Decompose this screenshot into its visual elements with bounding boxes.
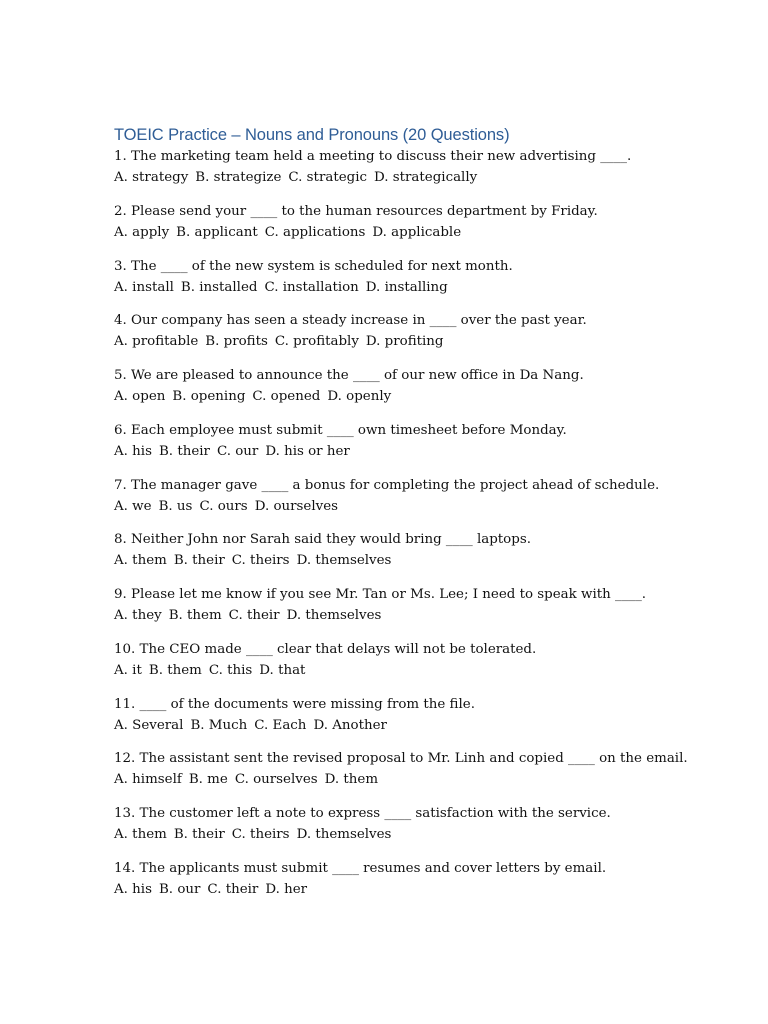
answer-option: A. himself [114,772,182,788]
answer-options [114,222,734,243]
document-title: TOEIC Practice – Nouns and Pronouns (20 Questions) [114,126,510,144]
answer-option: D. openly [327,389,392,404]
answer-options [114,769,734,790]
answer-options [114,605,734,626]
question-spacer [114,681,734,694]
answer-option: D. themselves [296,553,392,569]
question-stem: 3. The ____ of the new system is scheduled for next month. [114,258,513,274]
question-spacer [114,571,734,584]
answer-option: C. strategic [288,170,367,185]
question-item [114,858,734,900]
answer-options [114,824,734,845]
answer-option: C. opened [252,389,321,404]
answer-options [114,386,734,407]
question-spacer [114,188,734,201]
question-spacer [114,462,734,475]
question-item [114,584,734,626]
answer-option: B. Much [190,717,248,733]
answer-option: C. ours [199,498,248,514]
answer-option: A. strategy [114,170,189,185]
question-stem: 8. Neither John nor Sarah said they would bring ____ laptops. [114,532,531,548]
answer-option: D. profiting [365,334,444,350]
answer-option: B. profits [205,334,268,350]
question-spacer [114,845,734,858]
question-stem: 13. The customer left a note to express ____ satisfaction with the service. [114,806,611,821]
question-list [114,146,734,900]
answer-option: D. that [259,662,306,678]
question-item [114,803,734,845]
question-spacer [114,736,734,749]
question-item [114,146,734,188]
answer-options [114,167,734,188]
document-body [114,124,734,900]
answer-option: A. his [114,881,152,897]
answer-option: A. open [114,389,166,404]
question-stem: 2. Please send your ____ to the human resources department by Friday. [114,203,598,219]
answer-option: C. ourselves [234,772,318,788]
question-spacer [114,298,734,311]
answer-option: C. their [207,881,259,897]
answer-option: D. strategically [374,170,478,185]
answer-option: D. ourselves [254,498,338,514]
answer-option: C. profitably [274,334,359,350]
answer-option: D. Another [313,717,387,733]
answer-option: A. his [114,443,152,459]
answer-options [114,715,734,736]
answer-option: D. themselves [286,608,382,623]
answer-option: A. profitable [114,334,199,350]
question-item [114,475,734,517]
answer-option: D. installing [365,279,448,295]
answer-option: D. applicable [372,224,462,240]
answer-option: D. his or her [265,443,350,459]
answer-option: B. applicant [176,224,258,240]
answer-option: B. installed [180,279,258,295]
question-stem: 14. The applicants must submit ____ resumes and cover letters by email. [114,860,607,876]
answer-option: B. opening [172,389,246,404]
question-spacer [114,790,734,803]
question-stem: 7. The manager gave ____ a bonus for completing the project ahead of schedule. [114,477,660,493]
answer-options [114,879,734,900]
question-spacer [114,517,734,530]
answer-option: C. this [208,662,253,678]
answer-option: A. Several [114,717,184,733]
answer-options [114,441,734,462]
question-stem: 12. The assistant sent the revised proposal to Mr. Linh and copied ____ on the email. [114,751,688,767]
question-item [114,310,734,352]
answer-options [114,277,734,298]
answer-option: B. them [148,662,202,678]
answer-option: B. their [173,827,225,842]
answer-option: B. their [173,553,225,569]
answer-option: B. our [158,881,201,897]
question-spacer [114,626,734,639]
answer-options [114,331,734,352]
answer-option: C. theirs [231,827,290,842]
answer-option: D. her [265,881,308,897]
question-spacer [114,243,734,256]
answer-option: A. they [114,608,162,623]
question-item [114,256,734,298]
answer-option: B. me [188,772,228,788]
question-item [114,529,734,571]
answer-option: A. it [114,662,142,678]
answer-option: A. them [114,827,167,842]
answer-option: C. installation [264,279,359,295]
answer-option: B. us [158,498,193,514]
answer-option: C. Each [254,717,307,733]
question-stem: 5. We are pleased to announce the ____ of our new office in Da Nang. [114,368,584,383]
question-stem: 11. ____ of the documents were missing from the file. [114,696,475,712]
answer-option: C. theirs [231,553,290,569]
answer-option: D. themselves [296,827,392,842]
question-item [114,639,734,681]
answer-option: C. our [216,443,259,459]
answer-option: C. their [228,608,280,623]
answer-option: B. strategize [195,170,282,185]
answer-option: A. apply [114,224,170,240]
question-spacer [114,407,734,420]
question-item [114,748,734,790]
question-item [114,420,734,462]
question-stem: 1. The marketing team held a meeting to discuss their new advertising ____. [114,149,632,164]
answer-option: C. applications [264,224,366,240]
answer-option: A. install [114,279,174,295]
question-stem: 6. Each employee must submit ____ own timesheet before Monday. [114,422,567,438]
answer-option: B. them [168,608,222,623]
question-stem: 9. Please let me know if you see Mr. Tan or Ms. Lee; I need to speak with ____. [114,587,647,602]
question-stem: 10. The CEO made ____ clear that delays will not be tolerated. [114,641,537,657]
question-item [114,694,734,736]
answer-options [114,550,734,571]
answer-option: B. their [158,443,210,459]
question-spacer [114,352,734,365]
answer-options [114,660,734,681]
answer-option: D. them [324,772,379,788]
question-stem: 4. Our company has seen a steady increase in ____ over the past year. [114,313,587,329]
answer-options [114,496,734,517]
answer-option: A. them [114,553,167,569]
question-item [114,365,734,407]
question-item [114,201,734,243]
answer-option: A. we [114,498,152,514]
